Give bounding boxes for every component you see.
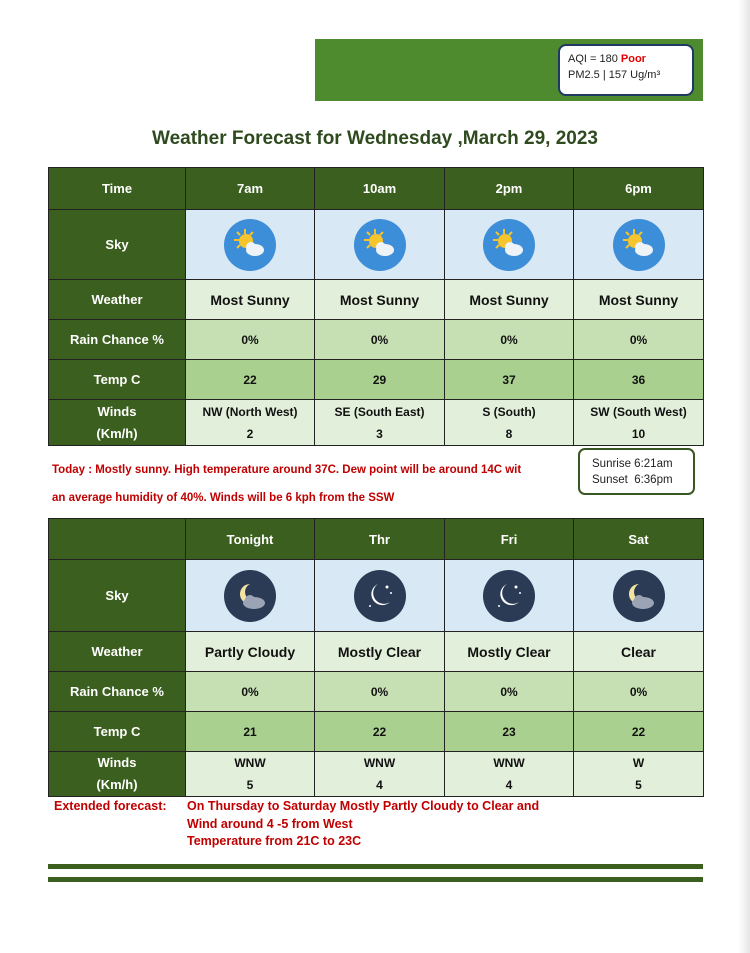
wind-cell <box>315 400 445 446</box>
weather-row <box>49 632 704 672</box>
today-summary-line: an average humidity of 40%. Winds will be 6 kph from the SSW <box>52 492 395 504</box>
temp-cell: 22 <box>186 360 315 400</box>
extended-forecast-table <box>48 518 704 797</box>
rain-cell: 0% <box>574 320 704 360</box>
wind-direction: S (South) <box>482 404 536 419</box>
extended-line <box>54 798 704 816</box>
wind-cell <box>186 752 315 797</box>
weather-cell: Most Sunny <box>315 280 445 320</box>
sunrise-time: Sunrise 6:21am <box>592 458 673 470</box>
rain-row <box>49 320 704 360</box>
weather-cell: Mostly Clear <box>315 632 445 672</box>
footer-rule <box>48 877 703 882</box>
day-cell: Fri <box>445 519 574 560</box>
moon-and-stars-icon <box>354 570 406 622</box>
today-forecast-table <box>48 167 704 446</box>
rain-cell: 0% <box>574 672 704 712</box>
rain-label: Rain Chance % <box>49 672 186 712</box>
weather-cell: Clear <box>574 632 704 672</box>
rain-cell: 0% <box>186 672 315 712</box>
wind-speed: 2 <box>246 426 254 441</box>
sky-label: Sky <box>49 210 186 280</box>
temp-cell: 29 <box>315 360 445 400</box>
wind-cell <box>445 752 574 797</box>
day-cell: Sat <box>574 519 704 560</box>
today-summary <box>52 456 577 512</box>
temp-cell: 37 <box>445 360 574 400</box>
day-row <box>49 519 704 560</box>
sky-cell <box>315 560 445 632</box>
day-cell: Tonight <box>186 519 315 560</box>
extended-line-1: On Thursday to Saturday Mostly Partly Cloudy to Clear and <box>187 799 540 813</box>
weather-label: Weather <box>49 632 186 672</box>
footer-rule <box>48 864 703 869</box>
extended-line-2: Wind around 4 -5 from West <box>187 816 353 831</box>
sun-behind-cloud-icon <box>613 219 665 271</box>
winds-title: Winds <box>97 403 137 419</box>
aqi-value: AQI = 180 <box>568 53 618 65</box>
time-label: Time <box>49 168 186 210</box>
sun-behind-cloud-icon <box>224 219 276 271</box>
time-row <box>49 168 704 210</box>
day-label-empty <box>49 519 186 560</box>
temp-row <box>49 712 704 752</box>
wind-cell <box>574 400 704 446</box>
aqi-banner <box>315 39 703 101</box>
time-cell: 10am <box>315 168 445 210</box>
sky-row <box>49 560 704 632</box>
sky-row <box>49 210 704 280</box>
winds-label <box>49 752 186 797</box>
winds-unit: (Km/h) <box>96 425 138 441</box>
weather-cell: Mostly Clear <box>445 632 574 672</box>
wind-speed: 5 <box>246 778 254 792</box>
aqi-line <box>568 51 692 67</box>
sky-cell <box>445 560 574 632</box>
wind-speed: 4 <box>376 778 383 792</box>
rain-cell: 0% <box>315 672 445 712</box>
weather-cell: Most Sunny <box>445 280 574 320</box>
sun-behind-cloud-icon <box>354 219 406 271</box>
today-summary-line: Today : Mostly sunny. High temperature around 37C. Dew point will be around 14C wit <box>52 464 522 476</box>
winds-row <box>49 400 704 446</box>
rain-label: Rain Chance % <box>49 320 186 360</box>
temp-row <box>49 360 704 400</box>
wind-speed: 3 <box>376 426 383 441</box>
day-cell: Thr <box>315 519 445 560</box>
time-cell: 6pm <box>574 168 704 210</box>
sky-cell <box>574 210 704 280</box>
wind-direction: WNW <box>493 756 525 770</box>
weather-row <box>49 280 704 320</box>
wind-cell <box>574 752 704 797</box>
time-cell: 7am <box>186 168 315 210</box>
winds-unit: (Km/h) <box>96 777 138 792</box>
sky-cell <box>186 210 315 280</box>
wind-direction: W <box>632 756 645 770</box>
wind-cell <box>445 400 574 446</box>
weather-cell: Most Sunny <box>574 280 704 320</box>
rain-cell: 0% <box>445 320 574 360</box>
temp-label: Temp C <box>49 712 186 752</box>
extended-forecast-text <box>54 798 704 851</box>
rain-cell: 0% <box>315 320 445 360</box>
wind-direction: WNW <box>363 756 396 770</box>
wind-direction: WNW <box>234 756 266 770</box>
winds-row <box>49 752 704 797</box>
weather-cell: Partly Cloudy <box>186 632 315 672</box>
time-cell: 2pm <box>445 168 574 210</box>
weather-cell: Most Sunny <box>186 280 315 320</box>
wind-direction: SW (South West) <box>590 404 687 419</box>
wind-cell <box>315 752 445 797</box>
sky-cell <box>186 560 315 632</box>
page-title: Weather Forecast for Wednesday ,March 29, 2023 <box>152 128 598 149</box>
sky-label: Sky <box>49 560 186 632</box>
aqi-box <box>558 44 694 96</box>
wind-cell <box>186 400 315 446</box>
temp-cell: 22 <box>315 712 445 752</box>
extended-line-3: Temperature from 21C to 23C <box>187 834 362 848</box>
wind-speed: 8 <box>505 426 513 441</box>
moon-and-stars-icon <box>483 570 535 622</box>
rain-cell: 0% <box>445 672 574 712</box>
temp-cell: 22 <box>574 712 704 752</box>
rain-cell: 0% <box>186 320 315 360</box>
winds-label <box>49 400 186 446</box>
temp-label: Temp C <box>49 360 186 400</box>
wind-speed: 10 <box>631 426 646 441</box>
wind-speed: 5 <box>635 778 642 792</box>
winds-title: Winds <box>97 755 137 770</box>
aqi-status: Poor <box>620 53 646 65</box>
temp-cell: 36 <box>574 360 704 400</box>
sun-behind-cloud-icon <box>483 219 535 271</box>
extended-label: Extended forecast: <box>54 799 167 813</box>
wind-speed: 4 <box>505 778 513 792</box>
sky-cell <box>574 560 704 632</box>
wind-direction: NW (North West) <box>202 404 298 419</box>
temp-cell: 23 <box>445 712 574 752</box>
sky-cell <box>315 210 445 280</box>
temp-cell: 21 <box>186 712 315 752</box>
sun-times-box <box>578 448 695 495</box>
weather-label: Weather <box>49 280 186 320</box>
wind-direction: SE (South East) <box>334 404 425 419</box>
pm25-line: PM2.5 | 157 Ug/m³ <box>568 69 661 81</box>
sky-cell <box>445 210 574 280</box>
rain-row <box>49 672 704 712</box>
sunset-time: Sunset 6:36pm <box>592 474 673 486</box>
moon-behind-cloud-icon <box>224 570 276 622</box>
moon-behind-cloud-icon <box>613 570 665 622</box>
